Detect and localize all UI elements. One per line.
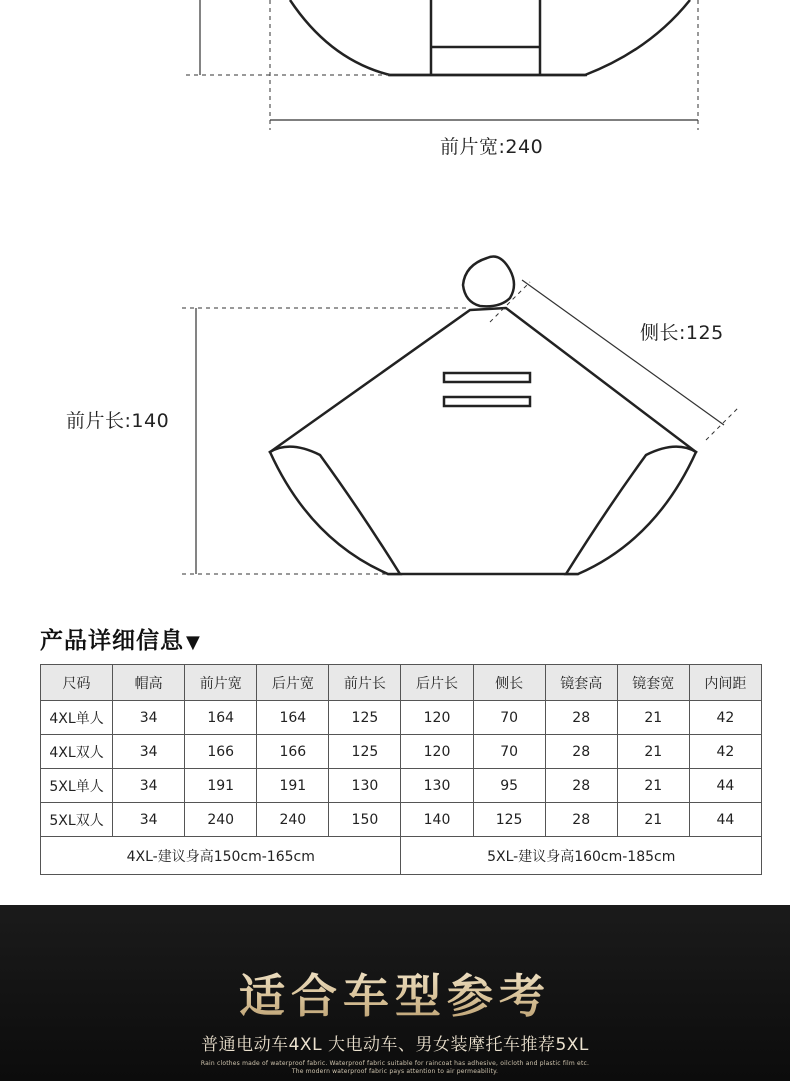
table-cell: 28: [545, 769, 617, 803]
table-cell: 21: [617, 769, 689, 803]
table-header-row: [41, 665, 762, 701]
table-cell: 166: [185, 735, 257, 769]
header-cell: 后片宽: [257, 665, 329, 701]
table-cell: 191: [185, 769, 257, 803]
side-length-label: 侧长:125: [640, 322, 724, 344]
table-cell: 240: [185, 803, 257, 837]
banner-fine-print-2: The modern waterproof fabric pays attention to air permeability.: [291, 1068, 499, 1075]
table-cell: 34: [113, 735, 185, 769]
table-cell: 95: [473, 769, 545, 803]
table-cell: 125: [473, 803, 545, 837]
header-cell: 前片宽: [185, 665, 257, 701]
front-width-label: 前片宽:240: [440, 136, 544, 158]
table-cell: 240: [257, 803, 329, 837]
table-cell: 21: [617, 701, 689, 735]
side-view-diagram: [0, 240, 790, 590]
table-cell: 4XL双人: [41, 735, 113, 769]
table-cell: 120: [401, 701, 473, 735]
table-row: [41, 769, 762, 803]
table-row: [41, 735, 762, 769]
front-view-drawing: [0, 0, 790, 170]
table-cell: 191: [257, 769, 329, 803]
table-row: [41, 701, 762, 735]
table-cell: 5XL单人: [41, 769, 113, 803]
table-cell: 70: [473, 701, 545, 735]
table-cell: 34: [113, 769, 185, 803]
table-row: [41, 803, 762, 837]
front-body-outline: [290, 0, 690, 75]
table-cell: 125: [329, 701, 401, 735]
front-length-label: 前片长:140: [66, 410, 170, 432]
header-cell: 镜套宽: [617, 665, 689, 701]
table-cell: 21: [617, 803, 689, 837]
banner-fine-print-1: Rain clothes made of waterproof fabric. Waterproof fabric suitable for raincoat has adhesive, oilcloth and plastic film etc.: [200, 1060, 590, 1067]
table-cell: 28: [545, 735, 617, 769]
table-cell: 164: [185, 701, 257, 735]
table-cell: 150: [329, 803, 401, 837]
table-cell: 28: [545, 701, 617, 735]
table-cell: 28: [545, 803, 617, 837]
table-cell: 130: [401, 769, 473, 803]
table-cell: 166: [257, 735, 329, 769]
header-cell: 帽高: [113, 665, 185, 701]
table-cell: 164: [257, 701, 329, 735]
table-cell: 34: [113, 803, 185, 837]
details-title-text: 产品详细信息: [40, 628, 184, 654]
reflective-strip-2: [444, 397, 530, 406]
reflective-strip-1: [444, 373, 530, 382]
down-arrow-icon: ▼: [186, 632, 201, 653]
table-footer-row: [41, 837, 762, 875]
table-cell: 125: [329, 735, 401, 769]
table-cell: 44: [689, 803, 761, 837]
table-cell: 5XL双人: [41, 803, 113, 837]
size-table: [40, 664, 762, 875]
table-cell: 21: [617, 735, 689, 769]
table-cell: 120: [401, 735, 473, 769]
header-cell: 后片长: [401, 665, 473, 701]
header-cell: 镜套高: [545, 665, 617, 701]
height-recommendation-4xl: 4XL-建议身高150cm-165cm: [41, 837, 401, 875]
details-title: [40, 622, 201, 655]
table-cell: 44: [689, 769, 761, 803]
hood-outline: [463, 257, 514, 307]
header-cell: 内间距: [689, 665, 761, 701]
table-cell: 4XL单人: [41, 701, 113, 735]
table-cell: 70: [473, 735, 545, 769]
banner-title: 适合车型参考: [0, 960, 790, 1026]
table-cell: 130: [329, 769, 401, 803]
table-cell: 42: [689, 735, 761, 769]
header-cell: 前片长: [329, 665, 401, 701]
header-cell: 侧长: [473, 665, 545, 701]
table-cell: 140: [401, 803, 473, 837]
banner-subtitle: 普通电动车4XL 大电动车、男女装摩托车推荐5XL: [201, 1035, 589, 1055]
table-cell: 42: [689, 701, 761, 735]
front-view-diagram: [0, 0, 790, 170]
header-cell: 尺码: [41, 665, 113, 701]
height-recommendation-5xl: 5XL-建议身高160cm-185cm: [401, 837, 762, 875]
table-cell: 34: [113, 701, 185, 735]
